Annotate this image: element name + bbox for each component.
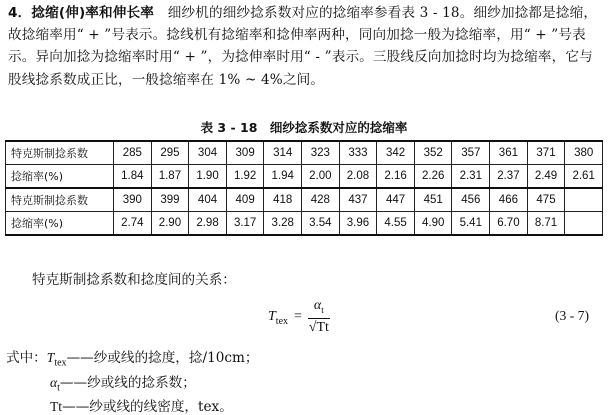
table-cell: 3.96 xyxy=(339,212,377,236)
table-cell: 2.49 xyxy=(527,165,565,189)
table-cell: 380 xyxy=(565,141,603,165)
table-row xyxy=(6,141,603,165)
table-cell: 399 xyxy=(151,188,189,212)
table-cell: 6.70 xyxy=(490,212,528,236)
table-cell: 357 xyxy=(452,141,490,165)
table-cell xyxy=(565,212,603,236)
table-cell: 3.54 xyxy=(302,212,340,236)
table-cell: 314 xyxy=(264,141,302,165)
table-cell: 2.16 xyxy=(377,165,415,189)
table-cell: 5.41 xyxy=(452,212,490,236)
table-cell: 352 xyxy=(414,141,452,165)
table-cell: 371 xyxy=(527,141,565,165)
table-row xyxy=(6,212,603,236)
formula-numerator: $\alpha_t$ xyxy=(308,298,330,319)
relation-text: 特克斯制捻系数和捻度间的关系： xyxy=(32,272,236,288)
where-desc: ——纱或线的捻系数； xyxy=(59,375,196,391)
table-cell: 4.55 xyxy=(377,212,415,236)
where-line-3 xyxy=(50,395,233,415)
table-cell: 456 xyxy=(452,188,490,212)
table-cell: 342 xyxy=(377,141,415,165)
table-cell: 447 xyxy=(377,188,415,212)
table-cell: 428 xyxy=(302,188,340,212)
table-row xyxy=(6,188,603,212)
table-cell: 8.71 xyxy=(527,212,565,236)
table-cell: 404 xyxy=(189,188,227,212)
table-cell: 2.00 xyxy=(302,165,340,189)
paragraph-body: 细纱机的细纱捻系数对应的捻缩率参看表 3 - 18。细纱加捻都是捻缩，故捻缩率用“ + ”号表示。捻线机有捻缩率和捻伸率两种，同向加捻一般为捻缩率，用“ + ”号表示。异向加捻为捻缩率时用“ + ”，为捻伸率时用“ - ”表示。三股线反向加捻时均为捻缩率，它与股线捻系数成正比，一般捻缩率在 1% ~ 4%之间。 xyxy=(8,5,598,88)
table-cell: 1.87 xyxy=(151,165,189,189)
where-line-2 xyxy=(50,371,196,394)
table-cell: 1.94 xyxy=(264,165,302,189)
table-row xyxy=(6,165,603,189)
where-symbol: $\alpha_t$ xyxy=(50,375,60,394)
table-cell: 1.84 xyxy=(114,165,152,189)
table-cell: 3.28 xyxy=(264,212,302,236)
section-heading: 4．捻缩(伸)率和伸长率 xyxy=(8,5,155,21)
table-cell: 3.17 xyxy=(226,212,264,236)
where-symbol: Tt xyxy=(50,399,63,414)
table-cell: 304 xyxy=(189,141,227,165)
row-label: 特克斯制捻系数 xyxy=(6,188,114,212)
table-cell: 2.61 xyxy=(565,165,603,189)
table-cell xyxy=(565,188,603,212)
table-cell: 309 xyxy=(226,141,264,165)
table-cell: 285 xyxy=(114,141,152,165)
intro-paragraph xyxy=(8,2,604,91)
table-cell: 2.98 xyxy=(189,212,227,236)
formula-fraction xyxy=(308,298,330,337)
table-caption: 表 3 - 18 细纱捻系数对应的捻缩率 xyxy=(200,120,408,135)
table-cell: 1.90 xyxy=(189,165,227,189)
table-cell: 418 xyxy=(264,188,302,212)
table-cell: 1.92 xyxy=(226,165,264,189)
table-cell: 333 xyxy=(339,141,377,165)
table-cell: 466 xyxy=(490,188,528,212)
equation-number: (3 - 7) xyxy=(555,308,589,323)
formula-lhs: $T_{tex}$ xyxy=(268,308,289,327)
table-cell: 475 xyxy=(527,188,565,212)
table-cell: 323 xyxy=(302,141,340,165)
row-label: 捻缩率(%) xyxy=(6,212,114,236)
table-cell: 390 xyxy=(114,188,152,212)
twist-table xyxy=(5,140,603,236)
table-cell: 2.26 xyxy=(414,165,452,189)
where-desc: ——纱或线的线密度，tex。 xyxy=(62,399,233,415)
table-cell: 2.37 xyxy=(490,165,528,189)
where-symbol: $T_{tex}$ xyxy=(46,350,67,369)
row-label: 捻缩率(%) xyxy=(6,165,114,189)
where-line-1 xyxy=(6,346,258,369)
table-cell: 2.74 xyxy=(114,212,152,236)
table-cell: 295 xyxy=(151,141,189,165)
table-cell: 2.31 xyxy=(452,165,490,189)
table-cell: 451 xyxy=(414,188,452,212)
table-cell: 409 xyxy=(226,188,264,212)
formula-equals: = xyxy=(294,309,302,325)
formula-denominator: √Tt xyxy=(308,319,329,335)
table-cell: 2.08 xyxy=(339,165,377,189)
where-prefix: 式中： xyxy=(6,350,47,366)
row-label: 特克斯制捻系数 xyxy=(6,141,114,165)
table-cell: 437 xyxy=(339,188,377,212)
formula xyxy=(268,298,330,337)
table-cell: 4.90 xyxy=(414,212,452,236)
table-cell: 2.90 xyxy=(151,212,189,236)
table-cell: 361 xyxy=(490,141,528,165)
where-desc: ——纱或线的捻度，捻/10cm； xyxy=(66,350,259,366)
